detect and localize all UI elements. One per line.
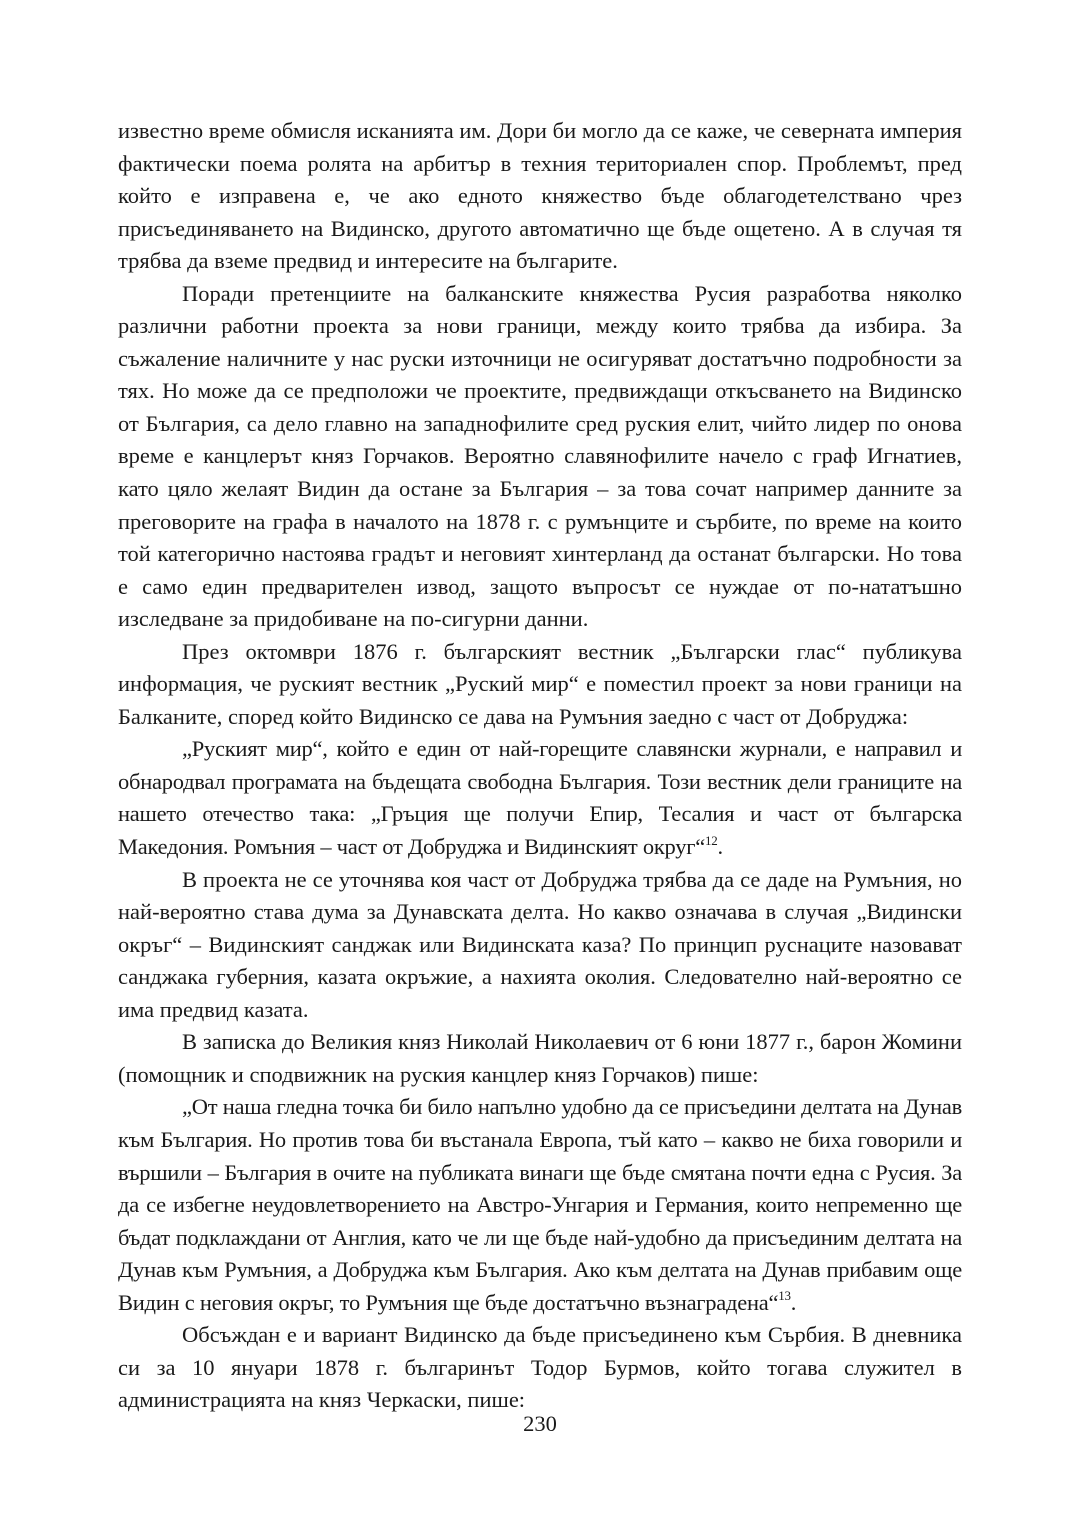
paragraph: В записка до Великия княз Николай Николаевич от 6 юни 1877 г., барон Жомини (помощник и сподвижник на руския канцлер княз Горчаков) пише:	[118, 1029, 962, 1087]
footnote-marker: 13	[778, 1288, 791, 1304]
paragraph: Обсъждан е и вариант Видинско да бъде присъединено към Сърбия. В дневника си за 10 януари 1878 г. българинът Тодор Бурмов, който тогава служител в администрацията на княз Черкаски, пише:	[118, 1322, 962, 1413]
block-quote	[118, 733, 962, 863]
block-quote	[118, 1091, 962, 1319]
paragraph: В проекта не се уточнява коя част от Добруджа трябва да се даде на Румъния, но най-вероятно става дума за Дунавската делта. Но какво означава в случая „Видински окръг“ – Видинският санджак или Видинската каза? По принцип руснаците назовават санджака губерния, казата окръжие, а нахията околия. Следователно най-вероятно се има предвид казата.	[118, 866, 962, 1022]
footnote-marker: 12	[704, 832, 718, 848]
body-text	[118, 115, 962, 1417]
paragraph: Поради претенциите на балканските княжества Русия разработва няколко различни работни проекта за нови граници, между които трябва да избира. За съжаление наличните у нас руски източници не осигуряват достатъчно подробности за тях. Но може да се предположи че проектите, предвиждащи откъсването на Видинско от България, са дело главно на западнофилите сред руския елит, чийто лидер по онова време е канцлерът княз Горчаков. Вероятно славянофилите начело с граф Игнатиев, като цяло желаят Видин да остане за България – за това сочат например данните за преговорите на графа в началото на 1878 г. с румънците и сърбите, по време на които той категорично настоява градът и неговият хинтерланд да останат български. Но това е само един предварителен извод, защото въпросът се нуждае от по-нататъшно изследване за придобиване на по-сигурни данни.	[118, 280, 962, 632]
page-number: 230	[523, 1411, 557, 1436]
paragraph: През октомври 1876 г. българският вестник „Български глас“ публикува информация, че руският вестник „Руский мир“ е поместил проект за нови граници на Балканите, според който Видинско се дава на Румъния заедно с част от Добруджа:	[118, 638, 962, 729]
paragraph: известно време обмисля исканията им. Дори би могло да се каже, че северната империя фактически поема ролята на арбитър в техния териториален спор. Проблемът, пред който е изправена е, че ако едното княжество бъде облагодетелствано чрез присъединяването на Видинско, другото автоматично ще бъде ощетено. А в случая тя трябва да вземе предвид и интересите на българите.	[118, 118, 962, 274]
quote-end: .	[717, 834, 723, 860]
quote-end: .	[790, 1289, 797, 1315]
quote-text: „От наша гледна точка би било напълно удобно да се присъедини делтата на Дунав към България. Но против това би въстанала Европа, тъй като – какво не биха говорили и вършили – България в очите на публиката винаги ще бъде смятана почти една с Русия. За да се избегне неудовлетворението на Австро-Унгария и Германия, които непременно ще бъдат подклаждани от Англия, като че ли ще бъде най-удобно да присъединим делтата на Дунав към Румъния, а Добруджа към България. Ако към делтата на Дунав прибавим още Видин с неговия окръг, то Румъния ще бъде достатъчно възнаградена“	[118, 1094, 962, 1315]
quote-text: „Руският мир“, който е един от най-горещите славянски журнали, е направил и обнародвал програмата на бъдещата свободна България. Този вестник дели границите на нашето отечество така: „Гръция ще получи Епир, Тесалия и част от българска Македония. Ромъния – част от Добруджа и Видинският округ“	[118, 736, 962, 860]
